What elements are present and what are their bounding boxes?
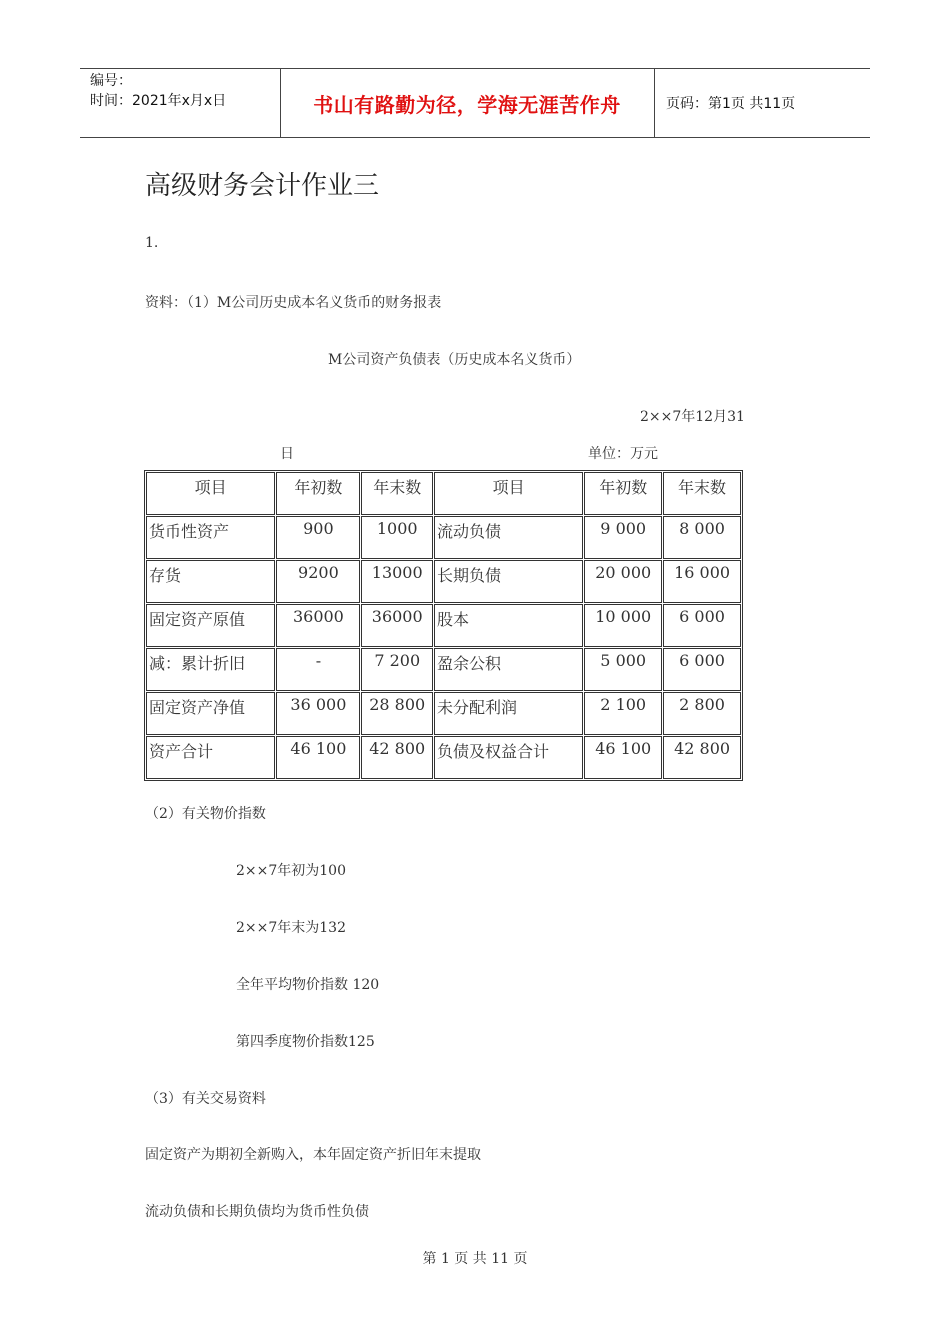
table-cell: 13000 [361,560,433,603]
header-motto: 书山有路勤为径，学海无涯苦作舟 [313,92,621,117]
table-cell: 46 100 [276,736,360,779]
header-cell: 年末数 [663,472,741,515]
table-cell: 流动负债 [434,516,583,559]
table-cell: 货币性资产 [146,516,275,559]
date-line-cont: 日 [280,446,294,462]
item-number: 1. [145,235,159,251]
header-page-info: 页码：第1页 共11页 [666,96,796,112]
table-cell: 长期负债 [434,560,583,603]
table-row [146,604,741,647]
table-cell: 36000 [361,604,433,647]
table-row [146,736,741,779]
time-label: 时间：2021年x月x日 [90,93,227,109]
header-cell: 项目 [434,472,583,515]
table-cell: 2 800 [663,692,741,735]
table-cell: 固定资产净值 [146,692,275,735]
price-index-item: 全年平均物价指数 120 [236,977,380,993]
table-cell: 6 000 [663,604,741,647]
date-line: 2××7年12月31 [640,409,745,425]
table-cell: 资产合计 [146,736,275,779]
table-row [146,516,741,559]
page-header [80,68,870,138]
page-footer: 第 1 页 共 11 页 [422,1251,528,1267]
table-cell: 36 000 [276,692,360,735]
table-cell: 46 100 [584,736,662,779]
unit-label: 单位：万元 [588,446,658,462]
table-cell: 42 800 [361,736,433,779]
table-cell: 42 800 [663,736,741,779]
table-cell: 盈余公积 [434,648,583,691]
table-cell: 9 000 [584,516,662,559]
balance-sheet-table [144,470,743,781]
material-intro: 资料：（1）M公司历史成本名义货币的财务报表 [145,295,442,311]
table-row [146,692,741,735]
table-header-row [146,472,741,515]
table-cell: 未分配利润 [434,692,583,735]
number-label: 编号： [90,73,132,89]
table-cell: 36000 [276,604,360,647]
header-cell: 年初数 [276,472,360,515]
table-cell: 负债及权益合计 [434,736,583,779]
header-meta [90,71,226,111]
table-cell: - [276,648,360,691]
table-row [146,560,741,603]
document-title: 高级财务会计作业三 [145,171,380,201]
table-cell: 固定资产原值 [146,604,275,647]
transactions-heading: （3）有关交易资料 [145,1091,266,1107]
table-row [146,648,741,691]
table-cell: 2 100 [584,692,662,735]
table-cell: 8 000 [663,516,741,559]
table-cell: 900 [276,516,360,559]
table-cell: 存货 [146,560,275,603]
header-cell: 年初数 [584,472,662,515]
table-cell: 1000 [361,516,433,559]
table-cell: 28 800 [361,692,433,735]
price-index-item: 2××7年初为100 [236,863,346,879]
table-cell: 16 000 [663,560,741,603]
table-cell: 9200 [276,560,360,603]
header-cell: 项目 [146,472,275,515]
transaction-line: 固定资产为期初全新购入，本年固定资产折旧年末提取 [145,1147,481,1163]
price-index-item: 2××7年末为132 [236,920,346,936]
table-cell: 5 000 [584,648,662,691]
table-cell: 20 000 [584,560,662,603]
price-index-item: 第四季度物价指数125 [236,1034,375,1050]
table-cell: 股本 [434,604,583,647]
table-cell: 6 000 [663,648,741,691]
header-divider [654,69,655,137]
transaction-line: 流动负债和长期负债均为货币性负债 [145,1204,369,1220]
table-cell: 7 200 [361,648,433,691]
header-cell: 年末数 [361,472,433,515]
table-cell: 减：累计折旧 [146,648,275,691]
price-index-heading: （2）有关物价指数 [145,806,266,822]
table-title: M公司资产负债表（历史成本名义货币） [328,352,581,368]
table-cell: 10 000 [584,604,662,647]
